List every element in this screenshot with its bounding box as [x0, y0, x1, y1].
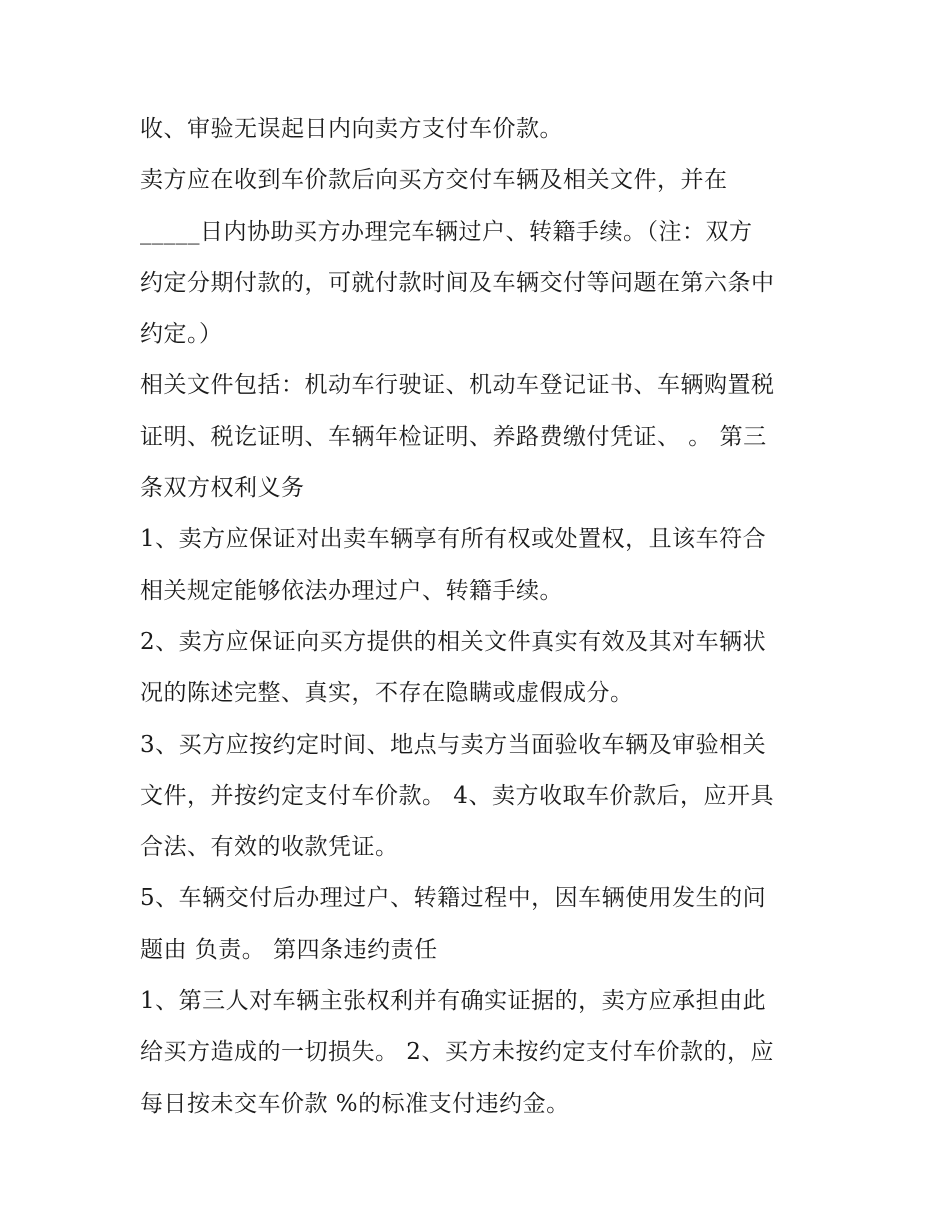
- text-line: 约定分期付款的，可就付款时间及车辆交付等问题在第六条中: [140, 269, 775, 296]
- text-line: 况的陈述完整、真实，不存在隐瞒或虚假成分。: [140, 680, 634, 707]
- text-line: 5、车辆交付后办理过户、转籍过程中，因车辆使用发生的问: [140, 885, 767, 912]
- text-line: 证明、税讫证明、车辆年检证明、养路费缴付凭证、 。 第三: [140, 423, 767, 450]
- text-line: _____日内协助买方办理完车辆过户、转籍手续。（注：双方: [140, 218, 753, 245]
- contract-body-text: [140, 104, 820, 1130]
- text-line: 每日按未交车价款 %的标准支付违约金。: [140, 1090, 570, 1117]
- text-line: 1、第三人对车辆主张权利并有确实证据的，卖方应承担由此: [140, 988, 767, 1015]
- text-line: 相关规定能够依法办理过户、转籍手续。: [140, 577, 563, 604]
- text-line: 相关文件包括：机动车行驶证、机动车登记证书、车辆购置税: [140, 372, 775, 399]
- text-line: 约定。）: [140, 321, 223, 348]
- text-line: 条双方权利义务: [140, 475, 305, 502]
- text-line: 卖方应在收到车价款后向买方交付车辆及相关文件，并在: [140, 167, 728, 194]
- text-line: 3、买方应按约定时间、地点与卖方当面验收车辆及审验相关: [140, 731, 767, 758]
- text-line: 题由 负责。 第四条违约责任: [140, 936, 438, 963]
- text-line: 收、审验无误起日内向卖方支付车价款。: [140, 116, 563, 142]
- text-line: 1、卖方应保证对出卖车辆享有所有权或处置权，且该车符合: [140, 526, 767, 553]
- text-line: 2、卖方应保证向买方提供的相关文件真实有效及其对车辆状: [140, 628, 767, 655]
- text-line: 合法、有效的收款凭证。: [140, 834, 399, 861]
- text-line: 给买方造成的一切损失。 2、买方未按约定支付车价款的，应: [140, 1039, 774, 1066]
- text-line: 文件，并按约定支付车价款。 4、卖方收取车价款后，应开具: [140, 782, 774, 809]
